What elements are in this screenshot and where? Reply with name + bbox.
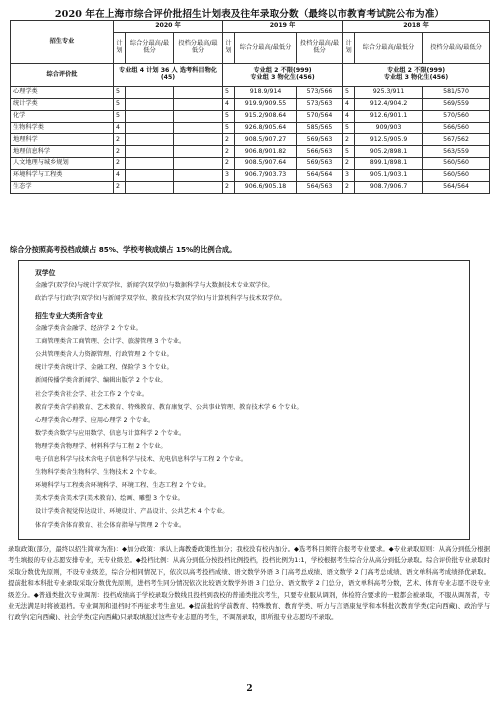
admission-score-table bbox=[10, 20, 490, 194]
major-name: 人文地理与城乡规划 bbox=[11, 158, 114, 170]
major-name: 心理学类 bbox=[11, 86, 114, 98]
score-2018: 905.1/903.1 bbox=[355, 170, 423, 182]
major-name: 地理信息科学 bbox=[11, 146, 114, 158]
header-toudang-2019: 投档分最高/最低分 bbox=[297, 32, 343, 63]
plan-2018: 5 bbox=[343, 122, 355, 134]
group-2019-b: 专业组 3 物化生(456) bbox=[250, 73, 315, 81]
toudang-2020 bbox=[174, 122, 223, 134]
table-row bbox=[11, 134, 490, 146]
score-2019: 919.9/909.55 bbox=[235, 98, 297, 110]
major-info-box bbox=[18, 260, 470, 540]
toudang-2019: 570/564 bbox=[297, 110, 343, 122]
score-2019: 906.7/903.73 bbox=[235, 170, 297, 182]
plan-2018: 2 bbox=[343, 182, 355, 194]
major-category-line: 数学类含数学与应用数学、信息与计算科学 2 个专业。 bbox=[35, 429, 186, 437]
score-2020 bbox=[126, 134, 174, 146]
plan-2019: 3 bbox=[223, 170, 235, 182]
group-2019 bbox=[223, 63, 343, 86]
toudang-2018: 566/560 bbox=[423, 122, 490, 134]
toudang-2018: 569/559 bbox=[423, 98, 490, 110]
section-major-categories: 招生专业大类所含专业 bbox=[35, 312, 103, 320]
score-2020 bbox=[126, 170, 174, 182]
batch-label: 综合评价批 bbox=[11, 63, 114, 86]
score-2020 bbox=[126, 158, 174, 170]
score-2020 bbox=[126, 86, 174, 98]
score-2018: 908.7/906.7 bbox=[355, 182, 423, 194]
toudang-2020 bbox=[174, 98, 223, 110]
score-2019: 908.5/907.64 bbox=[235, 158, 297, 170]
plan-2019: 2 bbox=[223, 182, 235, 194]
header-score-2019: 综合分最高/最低分 bbox=[235, 32, 297, 63]
plan-2019: 5 bbox=[223, 86, 235, 98]
section-double-degree: 双学位 bbox=[35, 269, 56, 277]
score-2018: 899.1/898.1 bbox=[355, 158, 423, 170]
table-header-years bbox=[11, 21, 490, 33]
score-2020 bbox=[126, 98, 174, 110]
plan-2018: 4 bbox=[343, 110, 355, 122]
toudang-2018: 563/559 bbox=[423, 146, 490, 158]
score-2018: 912.4/904.2 bbox=[355, 98, 423, 110]
group-2018-a: 专业组 2 不限(999) bbox=[386, 67, 446, 75]
major-category-line: 环境科学与工程类含环境科学、环境工程、生态工程 2 个专业。 bbox=[35, 482, 210, 490]
score-2018: 909/903 bbox=[355, 122, 423, 134]
toudang-2020 bbox=[174, 134, 223, 146]
toudang-2019: 573/566 bbox=[297, 86, 343, 98]
toudang-2020 bbox=[174, 86, 223, 98]
toudang-2019: 564/563 bbox=[297, 182, 343, 194]
major-category-line: 公共管理类含人力资源管理、行政管理 2 个专业。 bbox=[35, 351, 173, 359]
table-row bbox=[11, 86, 490, 98]
header-major: 招生专业 bbox=[11, 21, 114, 64]
plan-2018: 5 bbox=[343, 86, 355, 98]
page-title: 2020 年在上海市综合评价批招生计划表及往年录取分数（最终以市教育考试院公布为准） bbox=[54, 9, 445, 20]
header-plan-2019: 计划 bbox=[223, 32, 235, 63]
toudang-2020 bbox=[174, 182, 223, 194]
composite-score-note: 综合分按照高考投档成绩占 85%、学校考核成绩占 15%的比例合成。 bbox=[10, 245, 237, 254]
header-year-2020: 2020 年 bbox=[114, 21, 223, 33]
toudang-2018: 564/564 bbox=[423, 182, 490, 194]
score-2019: 906.8/901.82 bbox=[235, 146, 297, 158]
group-2018 bbox=[343, 63, 490, 86]
toudang-2019: 573/563 bbox=[297, 98, 343, 110]
toudang-2018: 581/570 bbox=[423, 86, 490, 98]
header-plan-2018: 计划 bbox=[343, 32, 355, 63]
major-name: 环境科学与工程类 bbox=[11, 170, 114, 182]
toudang-2018: 560/560 bbox=[423, 170, 490, 182]
major-category-line: 统计学类含统计学、金融工程、保险学 3 个专业。 bbox=[35, 364, 173, 372]
major-category-line: 物理学类含物理学、材料科学与工程 2 个专业。 bbox=[35, 442, 167, 450]
plan-2020: 2 bbox=[114, 134, 126, 146]
group-2018-b: 专业组 3 物化生(456) bbox=[383, 73, 449, 81]
major-name: 统计学类 bbox=[11, 98, 114, 110]
double-degree-line: 金融学(双学位)与统计学双学位、新闻学(双学位)与数据科学与大数据技术专业双学位。 bbox=[35, 282, 274, 289]
table-row bbox=[11, 146, 490, 158]
major-category-line: 心理学类含心理学、应用心理学 2 个专业。 bbox=[35, 416, 155, 424]
major-name: 生物科学类 bbox=[11, 122, 114, 134]
table-row-batch bbox=[11, 63, 490, 86]
plan-2020: 5 bbox=[114, 98, 126, 110]
plan-2019: 4 bbox=[223, 98, 235, 110]
toudang-2018: 560/560 bbox=[423, 158, 490, 170]
toudang-2018: 570/560 bbox=[423, 110, 490, 122]
toudang-2019: 564/564 bbox=[297, 170, 343, 182]
plan-2018: 5 bbox=[343, 146, 355, 158]
plan-2019: 5 bbox=[223, 122, 235, 134]
toudang-2019: 569/563 bbox=[297, 134, 343, 146]
score-2020 bbox=[126, 182, 174, 194]
major-category-line: 工商管理类含工商管理、会计学、旅游管理 3 个专业。 bbox=[35, 338, 186, 346]
major-category-line: 社会学类含社会学、社会工作 2 个专业。 bbox=[35, 390, 149, 398]
toudang-2020 bbox=[174, 158, 223, 170]
plan-2020: 5 bbox=[114, 86, 126, 98]
plan-2020: 2 bbox=[114, 182, 126, 194]
major-category-line: 设计学类含视觉传达设计、环境设计、产品设计、公共艺术 4 个专业。 bbox=[35, 508, 229, 516]
double-degree-line: 政治学与行政学(双学位)与新闻学双学位、教育技术学(双学位)与计算机科学与技术双学位。 bbox=[35, 295, 286, 302]
major-category-line: 电子信息科学与技术含电子信息科学与技术、光电信息科学与工程 2 个专业。 bbox=[35, 456, 248, 463]
major-category-line: 教育学类含学前教育、艺术教育、特殊教育、教育康复学、公共事业管理、教育技术学 6 个专业。 bbox=[35, 403, 303, 411]
score-rows bbox=[11, 86, 490, 193]
header-year-2019: 2019 年 bbox=[223, 21, 343, 33]
header-year-2018: 2018 年 bbox=[343, 21, 490, 33]
toudang-2018: 567/562 bbox=[423, 134, 490, 146]
header-plan-2020: 计划 bbox=[114, 32, 126, 63]
plan-2020: 2 bbox=[114, 158, 126, 170]
toudang-2020 bbox=[174, 146, 223, 158]
score-2018: 912.5/905.9 bbox=[355, 134, 423, 146]
plan-2019: 5 bbox=[223, 110, 235, 122]
plan-2018: 4 bbox=[343, 98, 355, 110]
toudang-2019: 585/565 bbox=[297, 122, 343, 134]
toudang-2019: 569/563 bbox=[297, 158, 343, 170]
major-category-line: 美术学类含美术学(美术教育)、绘画、雕塑 3 个专业。 bbox=[35, 495, 184, 503]
group-2019-a: 专业组 2 不限(999) bbox=[253, 67, 312, 75]
score-2019: 926.8/905.64 bbox=[235, 122, 297, 134]
plan-2018: 3 bbox=[343, 170, 355, 182]
plan-2018: 2 bbox=[343, 158, 355, 170]
plan-2019: 2 bbox=[223, 134, 235, 146]
table-row bbox=[11, 170, 490, 182]
major-name: 地理科学 bbox=[11, 134, 114, 146]
plan-2020: 5 bbox=[114, 110, 126, 122]
table-row bbox=[11, 110, 490, 122]
score-2018: 912.6/901.1 bbox=[355, 110, 423, 122]
page-number: 2 bbox=[246, 684, 253, 694]
major-category-line: 新闻传播学类含新闻学、编辑出版学 2 个专业。 bbox=[35, 377, 167, 385]
major-name: 生态学 bbox=[11, 182, 114, 194]
major-category-line: 金融学类含金融学、经济学 2 个专业。 bbox=[35, 325, 142, 332]
score-2019: 906.6/905.18 bbox=[235, 182, 297, 194]
plan-2018: 2 bbox=[343, 134, 355, 146]
plan-2019: 2 bbox=[223, 158, 235, 170]
header-score-2018: 综合分最高/最低分 bbox=[355, 32, 423, 63]
plan-2019: 2 bbox=[223, 146, 235, 158]
major-name: 化学 bbox=[11, 110, 114, 122]
table-row bbox=[11, 122, 490, 134]
score-2018: 905.2/898.1 bbox=[355, 146, 423, 158]
plan-2020: 2 bbox=[114, 146, 126, 158]
table-row bbox=[11, 98, 490, 110]
score-2018: 925.3/911 bbox=[355, 86, 423, 98]
score-2019: 908.5/907.27 bbox=[235, 134, 297, 146]
group-2020: 专业组 4 计划 36 人 选考科目物化(45) bbox=[114, 63, 223, 86]
major-category-line: 生物科学类含生物科学、生物技术 2 个专业。 bbox=[35, 469, 161, 477]
plan-2020: 4 bbox=[114, 170, 126, 182]
score-2020 bbox=[126, 110, 174, 122]
header-toudang-2020: 投档分最高/最低分 bbox=[174, 32, 223, 63]
table-row bbox=[11, 158, 490, 170]
header-score-2020: 综合分最高/最低分 bbox=[126, 32, 174, 63]
toudang-2020 bbox=[174, 170, 223, 182]
toudang-2020 bbox=[174, 110, 223, 122]
header-toudang-2018: 投档分最高/最低分 bbox=[423, 32, 490, 63]
plan-2020: 4 bbox=[114, 122, 126, 134]
score-2019: 915.2/908.64 bbox=[235, 110, 297, 122]
score-2020 bbox=[126, 146, 174, 158]
toudang-2019: 566/563 bbox=[297, 146, 343, 158]
score-2019: 918.9/914 bbox=[235, 86, 297, 98]
admission-policy-text: 录取政策(部分，最终以招生简章为准)：◆加分政策：承认上海教委政策性加分；我校没有校内加分。◆选考科目须符合报考专业要求。◆专业录取原则：从高分到低分根据考生填报的专业志愿安排专业，无专业级差。◆投档比例：从高分到低分按投档比例投档，投档比例为1:1，学校根据考生综合分从高分到低分录取。综合评价批专业录取时采取分数优先原则，不设专业级差，综合分相同情况下，依次以高考投档成绩、语文数学外语 3 门高考总成绩、语文数学 2 门高考总成绩、语文单科高考成绩择优录取。提前批和本科批专业录取采取分数优先原则，进档考生同分情况依次比较语文数学外语 3 门总分、语文数学 2 门总分，语文单科高考分数，艺术、体育专业志愿不设专业级差分。◆普通类批次专业调剂：投档成绩高于学校录取分数线且投档到我校的普通类批次考生，只要专业服从调剂，体检符合要求的一般都会被录取，不服从调剂者，专业无法满足时将被退档。专业调剂和退档时不再征求考生意见。◆提前批的学前教育、特殊教育、教育学类、听力与言语康复学和本科批次教育学类(定向西藏)、政治学与行政学(定向西藏)、社会学类(定向西藏)只录取填报过这些专业志愿的考生，不调剂录取，即所报专业志愿均不录取。 bbox=[8, 545, 490, 622]
table-row bbox=[11, 182, 490, 194]
score-2020 bbox=[126, 122, 174, 134]
major-category-line: 体育学类含体育教育、社会体育指导与管理 2 个专业。 bbox=[35, 521, 186, 529]
